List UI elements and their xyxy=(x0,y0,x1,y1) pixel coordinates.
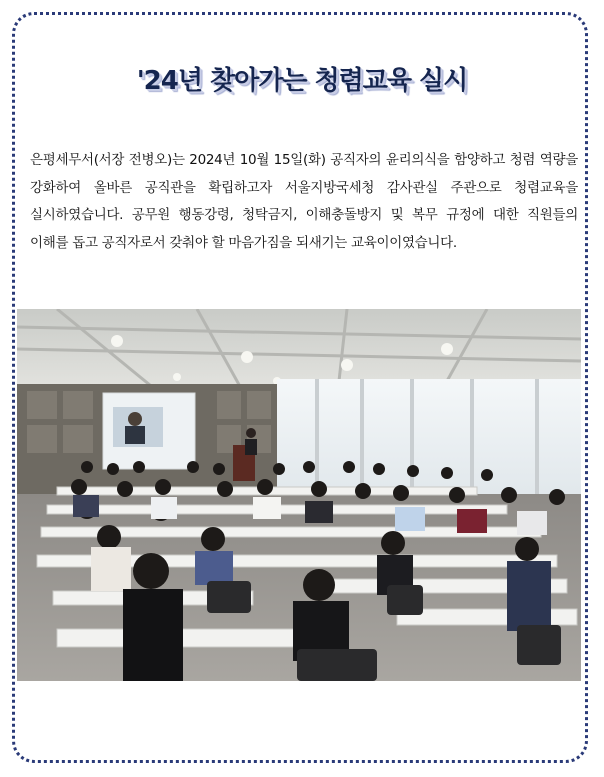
body-paragraph: 은평세무서(서장 전병오)는 2024년 10월 15일(화) 공직자의 윤리의식을 함양하고 청렴 역량을 강화하여 올바른 공직관을 확립하고자 서울지방국세청 감사관실 주관으로 청렴교육을 실시하였습니다. 공무원 행동강령, 청탁금지, 이해충돌방지 및 복무 규정에 대한 직원들의 이해를 돕고 공직자로서 갖춰야 할 마음가짐을 되새기는 교육이이였습니다. xyxy=(30,152,578,251)
page-title: '24년 찾아가는 청렴교육 실시 xyxy=(136,66,468,96)
seminar-photo xyxy=(17,309,581,681)
